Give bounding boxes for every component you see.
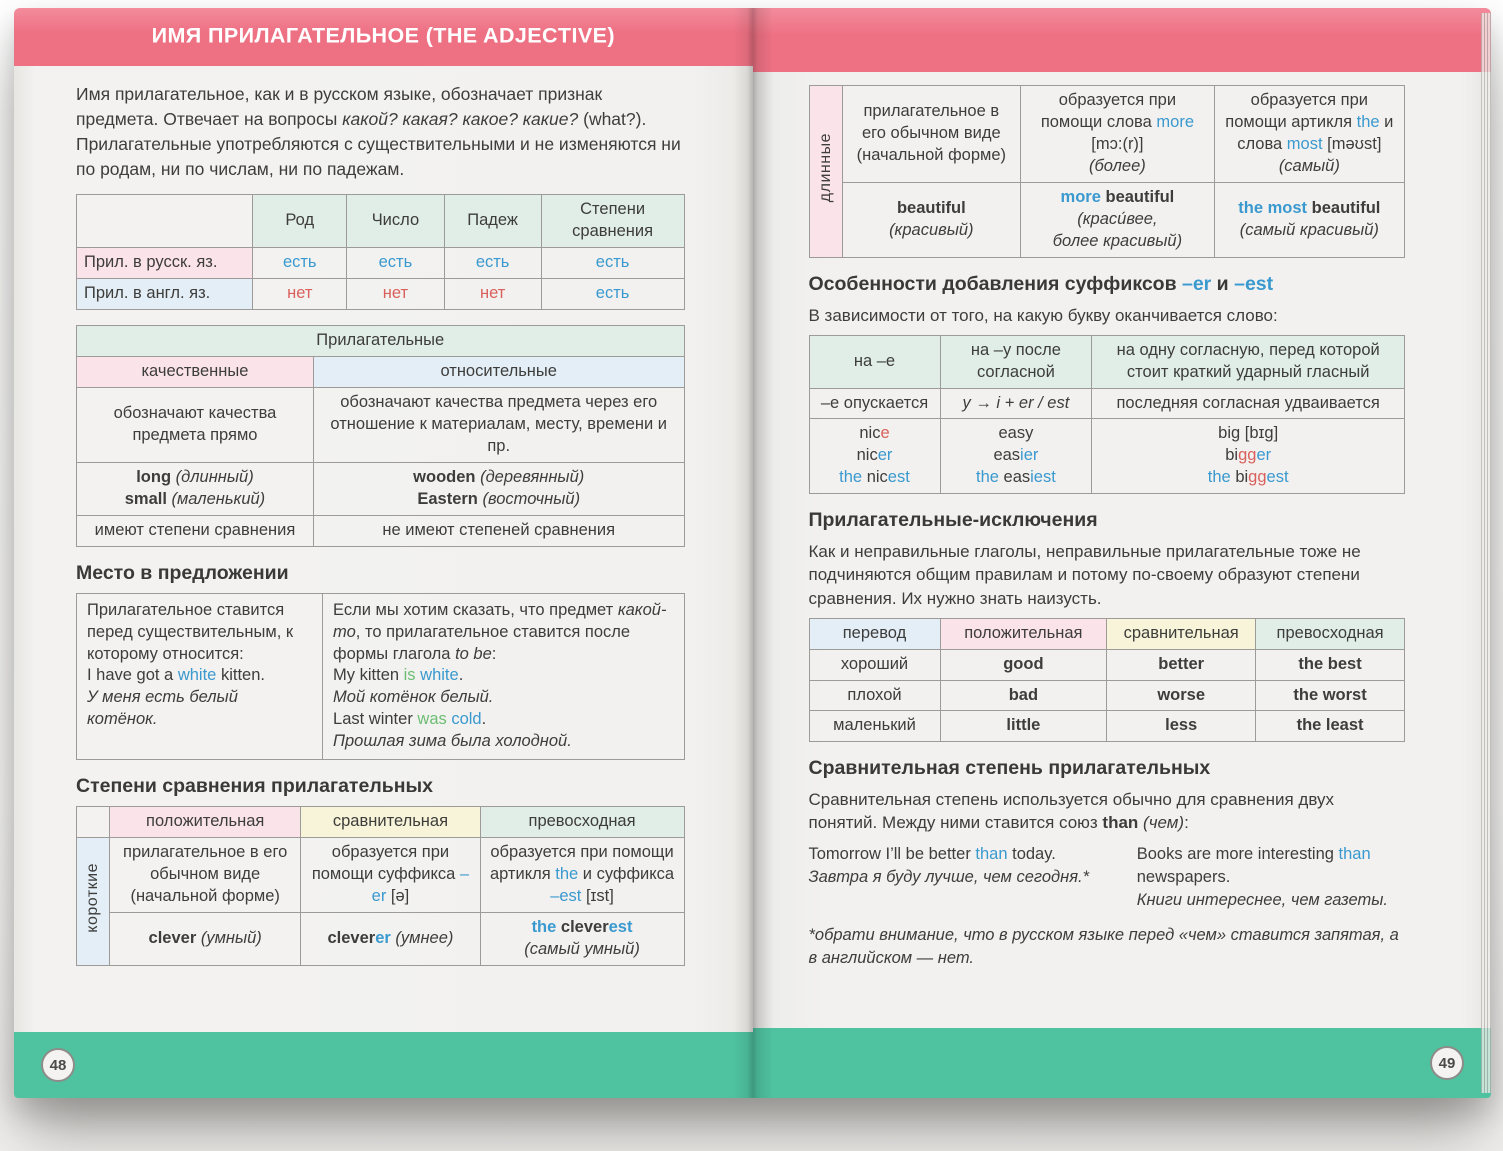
exception-adjectives-table	[809, 618, 1406, 743]
text-segment: wooden	[413, 467, 476, 486]
text-segment: est	[1266, 468, 1289, 487]
text-segment: gg	[1238, 446, 1257, 465]
text-segment: clever	[560, 917, 609, 936]
text-segment: more	[1060, 187, 1101, 206]
table-cell	[110, 912, 301, 965]
right-page	[753, 8, 1492, 1098]
text-segment: eas	[993, 446, 1021, 465]
text-segment: [ɪst]	[581, 887, 614, 905]
example-column	[809, 843, 1107, 912]
example-line	[817, 423, 933, 445]
text-segment: ier	[1020, 446, 1039, 465]
table-cell: Прилагательные	[77, 326, 685, 357]
translation-line: У меня есть белый котёнок.	[87, 688, 238, 729]
adjective-types-table	[76, 325, 685, 547]
table-cell: bad	[940, 680, 1107, 711]
text-segment: the	[531, 917, 561, 936]
left-page-content	[14, 66, 753, 1032]
table-row	[809, 182, 1405, 257]
example-line: easy	[998, 424, 1034, 443]
table-cell: the worst	[1256, 680, 1405, 711]
text-segment: bi	[1225, 446, 1239, 465]
footnote: *обрати внимание, что в русском языке перед «чем» ставится запятая, а в английском — нет.	[808, 925, 1399, 967]
table-cell: есть	[444, 248, 541, 279]
text-segment: и суффикса	[578, 865, 675, 884]
text-segment: gg	[1248, 468, 1267, 487]
right-page-content	[753, 72, 1492, 1028]
table-row	[809, 649, 1405, 680]
text-segment: beautiful	[1307, 198, 1381, 217]
translation-line: Мой котёнок белый.	[333, 688, 494, 707]
table-side-label-cell	[809, 86, 842, 258]
vertical-label: короткие	[84, 863, 102, 933]
table-cell	[1092, 419, 1405, 494]
footer-band	[753, 1028, 1492, 1098]
table-row	[77, 462, 685, 515]
text-segment: (длинный)	[171, 467, 254, 486]
text-segment: long	[136, 467, 172, 486]
text-segment: –er	[1181, 272, 1212, 295]
text-segment: beautiful	[1100, 187, 1175, 206]
heading-suffixes	[809, 273, 1406, 296]
table-cell: положительная	[940, 618, 1107, 649]
table-row	[809, 335, 1405, 388]
text-segment: eas	[1003, 468, 1031, 487]
translation-line: (самый умный)	[524, 939, 640, 958]
example-line	[321, 489, 677, 511]
table-row	[809, 711, 1405, 742]
text-segment: white	[177, 666, 217, 685]
text-segment: nic	[856, 446, 878, 465]
text-segment: –est	[550, 887, 582, 905]
table-cell: есть	[541, 279, 684, 310]
page-number: 48	[41, 1048, 75, 1082]
table-cell: есть	[347, 248, 444, 279]
text-segment: [məʊst]	[1322, 134, 1382, 153]
text-segment: than	[975, 844, 1008, 863]
text-segment: er	[375, 928, 391, 947]
book-spread	[14, 8, 1491, 1098]
position-table	[76, 593, 685, 761]
text-segment: Last winter	[333, 710, 418, 729]
table-cell: –e опускается	[809, 388, 940, 419]
example-line	[1099, 445, 1397, 467]
rule-text	[1028, 90, 1207, 156]
example-line	[84, 467, 306, 489]
table-side-label-cell	[77, 838, 110, 966]
table-cell: относительные	[313, 357, 684, 388]
table-cell: нет	[253, 279, 347, 310]
text-segment: Имя прилагательное, как и в русском языке, обозначает признак предмета. Отвечает на вопросы	[76, 84, 603, 129]
table-cell	[480, 912, 684, 965]
table-cell: Падеж	[444, 195, 541, 248]
table-cell	[1214, 182, 1404, 257]
table-row	[77, 357, 685, 388]
table-cell: y → i + er / est	[940, 388, 1092, 419]
text-segment: Сравнительная степень используется обычно для сравнения двух понятий. Между ними ставится союз	[808, 790, 1334, 833]
text-segment: est	[608, 917, 633, 936]
table-cell: the best	[1256, 649, 1405, 680]
table-cell: Прил. в русск. яз.	[77, 248, 253, 279]
text-segment: the	[555, 865, 579, 884]
table-row	[809, 388, 1405, 419]
example-line: beautiful	[896, 198, 966, 217]
example-line	[817, 467, 933, 489]
table-cell: worse	[1107, 680, 1256, 711]
short-degrees-table	[76, 806, 685, 966]
table-row	[77, 807, 685, 838]
table-cell: на –y после согласной	[940, 335, 1092, 388]
text-segment: clever	[327, 928, 376, 947]
features-table	[76, 194, 685, 310]
table-cell: плохой	[809, 680, 940, 711]
table-cell: есть	[253, 248, 347, 279]
table-cell	[1214, 86, 1404, 183]
text-segment: (деревянный)	[475, 467, 585, 486]
table-cell: имеют степени сравнения	[77, 515, 314, 546]
text-segment: образуется при помощи артикля	[1225, 91, 1368, 131]
table-cell: прилагательное в его обычном виде (начальной форме)	[842, 86, 1021, 183]
table-cell: less	[1107, 711, 1256, 742]
translation-line: Прошлая зима была холодной.	[333, 732, 572, 751]
text-segment: какой? какая? какое? какие?	[342, 108, 579, 129]
table-cell: на одну согласную, перед которой стоит краткий ударный гласный	[1092, 335, 1405, 388]
table-cell: Степени сравнения	[541, 195, 684, 248]
comparative-examples	[809, 843, 1406, 912]
table-cell: little	[940, 711, 1107, 742]
text-segment: er	[1256, 446, 1272, 465]
vertical-label: длинные	[816, 133, 834, 203]
translation-line: более красивый)	[1052, 231, 1183, 250]
text-segment: nic	[866, 468, 888, 487]
example-line	[1137, 843, 1405, 889]
example-line	[809, 843, 1107, 866]
table-cell: the least	[1256, 711, 1405, 742]
table-cell: Прил. в англ. яз.	[77, 279, 253, 310]
example-line	[1099, 467, 1397, 489]
table-cell: превосходная	[1256, 618, 1405, 649]
table-cell: нет	[347, 279, 444, 310]
text-segment: white	[420, 666, 459, 685]
table-cell	[1021, 182, 1215, 257]
text-segment: и слова	[1237, 112, 1394, 153]
table-cell: хороший	[809, 649, 940, 680]
page-number: 49	[1430, 1046, 1464, 1080]
suffix-rules-table	[809, 335, 1406, 495]
text-segment: iest	[1030, 468, 1056, 487]
table-cell	[77, 195, 253, 248]
chapter-header-band	[753, 8, 1492, 72]
rule-text	[333, 600, 673, 666]
example-line	[1028, 187, 1207, 209]
table-row	[77, 326, 685, 357]
table-cell: обозначают качества предмета через его отношение к материалам, месту, времени и пр.	[313, 388, 684, 463]
text-segment: the	[839, 468, 867, 487]
table-cell	[842, 182, 1021, 257]
heading-degrees: Степени сравнения прилагательных	[76, 775, 433, 798]
text-segment: to be	[455, 644, 492, 663]
left-page	[14, 8, 753, 1098]
text-segment: est	[887, 468, 910, 487]
heading-place: Место в предложении	[76, 561, 289, 584]
table-cell	[77, 593, 323, 760]
text-segment: the	[1356, 112, 1380, 131]
text-segment: (маленький)	[166, 489, 266, 508]
table-cell: Род	[253, 195, 347, 248]
table-row	[77, 515, 685, 546]
text-segment: kitten.	[216, 666, 265, 685]
table-cell: перевод	[809, 618, 940, 649]
table-row	[77, 388, 685, 463]
comparative-intro	[809, 788, 1406, 834]
text-segment: than	[1338, 844, 1371, 863]
table-row	[77, 912, 685, 965]
translation-line: (красивый)	[889, 220, 974, 239]
text-segment: e	[880, 424, 890, 443]
table-cell	[480, 838, 684, 913]
text-segment: Books are more interesting	[1136, 844, 1339, 863]
table-cell: есть	[541, 248, 684, 279]
translation-line: (самый красивый)	[1239, 220, 1379, 239]
text-segment: .	[481, 710, 487, 729]
table-cell: маленький	[809, 711, 940, 742]
table-cell	[809, 419, 940, 494]
text-segment: (чем)	[1143, 813, 1185, 833]
table-row	[77, 248, 685, 279]
text-segment: [ə]	[386, 887, 410, 905]
example-line	[84, 489, 306, 511]
table-cell: качественные	[77, 357, 314, 388]
text-segment: :	[1184, 813, 1189, 833]
text-segment: (умный)	[196, 928, 262, 947]
table-cell	[301, 912, 480, 965]
table-row	[77, 593, 685, 760]
text-segment: Eastern	[417, 489, 478, 508]
text-segment: er	[877, 446, 893, 465]
table-row	[77, 195, 685, 248]
table-cell	[323, 593, 684, 760]
text-segment: образуется при помощи слова	[1040, 91, 1177, 131]
text-segment: is	[403, 666, 416, 685]
rule-text: Прилагательное ставится перед существительным, к которому относится:	[87, 600, 294, 663]
table-cell: сравнительная	[1107, 618, 1256, 649]
table-cell: положительная	[110, 807, 301, 838]
table-cell: не имеют степеней сравнения	[313, 515, 684, 546]
text-segment: bi	[1235, 468, 1249, 487]
table-cell: превосходная	[480, 807, 684, 838]
text-segment: –er	[371, 865, 470, 905]
chapter-header-band	[14, 8, 753, 66]
example-line	[87, 665, 312, 687]
table-cell	[77, 807, 110, 838]
table-cell: сравнительная	[301, 807, 480, 838]
text-segment: today.	[1007, 844, 1056, 863]
exceptions-intro: Как и неправильные глаголы, неправильные прилагательные тоже не подчиняются общим правилам и потому по-своему образуют степени сравнения. Их нужно знать наизусть.	[808, 542, 1361, 608]
intro-paragraph	[76, 82, 685, 181]
example-line	[1222, 198, 1397, 220]
text-segment: :	[491, 644, 497, 663]
text-segment: My kitten	[333, 666, 404, 685]
suffix-intro: В зависимости от того, на какую букву оканчивается слово:	[808, 305, 1278, 325]
text-segment: образуется при помощи артикля	[489, 843, 674, 884]
text-segment: clever	[148, 928, 197, 947]
text-segment: Особенности добавления суффиксов	[808, 272, 1182, 295]
text-segment: I have got a	[87, 666, 178, 685]
text-segment: –est	[1234, 272, 1274, 295]
heading-exceptions: Прилагательные-исключения	[808, 509, 1098, 532]
text-segment: (самый)	[1278, 156, 1340, 175]
text-segment: какой-то	[333, 600, 667, 641]
example-line	[948, 445, 1085, 467]
table-cell	[940, 419, 1092, 494]
example-line	[948, 467, 1085, 489]
table-row	[77, 838, 685, 913]
table-row	[809, 86, 1405, 183]
text-segment: (восточный)	[477, 489, 581, 508]
text-segment: the	[976, 468, 1004, 487]
text-segment: [mɔ:(r)]	[1091, 134, 1144, 153]
table-row	[809, 419, 1405, 494]
text-segment: Tomorrow I’ll be better	[808, 844, 976, 863]
example-column	[1137, 843, 1405, 912]
long-degrees-table	[809, 85, 1406, 258]
table-row	[809, 618, 1405, 649]
text-segment: newspapers.	[1136, 867, 1231, 886]
table-cell: прилагательное в его обычном виде (начальной форме)	[110, 838, 301, 913]
table-cell	[301, 838, 480, 913]
table-cell	[1021, 86, 1215, 183]
example-line	[817, 445, 933, 467]
table-cell: на –e	[809, 335, 940, 388]
text-segment: the most	[1238, 198, 1308, 217]
text-segment: was	[417, 710, 447, 729]
text-segment: , то прилагательное ставится после формы глагола	[333, 622, 631, 663]
table-cell: нет	[444, 279, 541, 310]
text-segment: (what?). Прилагательные употребляются с существительными и не изменяются ни по родам, ни по числам, ни по падежам.	[76, 108, 681, 179]
translation-line: Завтра я буду лучше, чем сегодня.*	[808, 867, 1090, 886]
example-line	[321, 467, 677, 489]
text-segment: nic	[859, 424, 881, 443]
text-segment: Если мы хотим сказать, что предмет	[333, 600, 618, 619]
table-cell	[313, 462, 684, 515]
text-segment: образуется при помощи суффикса	[311, 843, 460, 884]
example-line: big [bɪg]	[1218, 424, 1279, 443]
table-cell: Число	[347, 195, 444, 248]
translation-line: (более)	[1089, 156, 1146, 175]
text-segment: и	[1211, 272, 1235, 295]
translation-line: (краси́вее,	[1077, 209, 1158, 228]
text-segment: cold	[451, 710, 482, 729]
table-cell	[77, 462, 314, 515]
text-segment: the	[1207, 468, 1236, 487]
text-segment: .	[458, 666, 464, 685]
text-segment: more	[1156, 112, 1194, 131]
table-cell: good	[940, 649, 1107, 680]
translation-line: Книги интереснее, чем газеты.	[1136, 890, 1388, 909]
text-segment: (умнее)	[390, 928, 454, 947]
text-segment: most	[1286, 134, 1323, 153]
example-line	[488, 917, 677, 939]
table-cell: better	[1107, 649, 1256, 680]
text-segment: small	[124, 489, 167, 508]
table-cell: последняя согласная удваивается	[1092, 388, 1405, 419]
table-row	[77, 279, 685, 310]
table-row	[809, 680, 1405, 711]
chapter-title: ИМЯ ПРИЛАГАТЕЛЬНОЕ (THE ADJECTIVE)	[151, 23, 615, 48]
page-stack-edge	[1481, 13, 1491, 1093]
table-cell: обозначают качества предмета прямо	[77, 388, 314, 463]
example-line	[333, 665, 673, 687]
footer-band	[14, 1032, 753, 1098]
example-line	[333, 709, 673, 731]
text-segment: than	[1102, 813, 1139, 833]
heading-comparative: Сравнительная степень прилагательных	[808, 757, 1211, 780]
